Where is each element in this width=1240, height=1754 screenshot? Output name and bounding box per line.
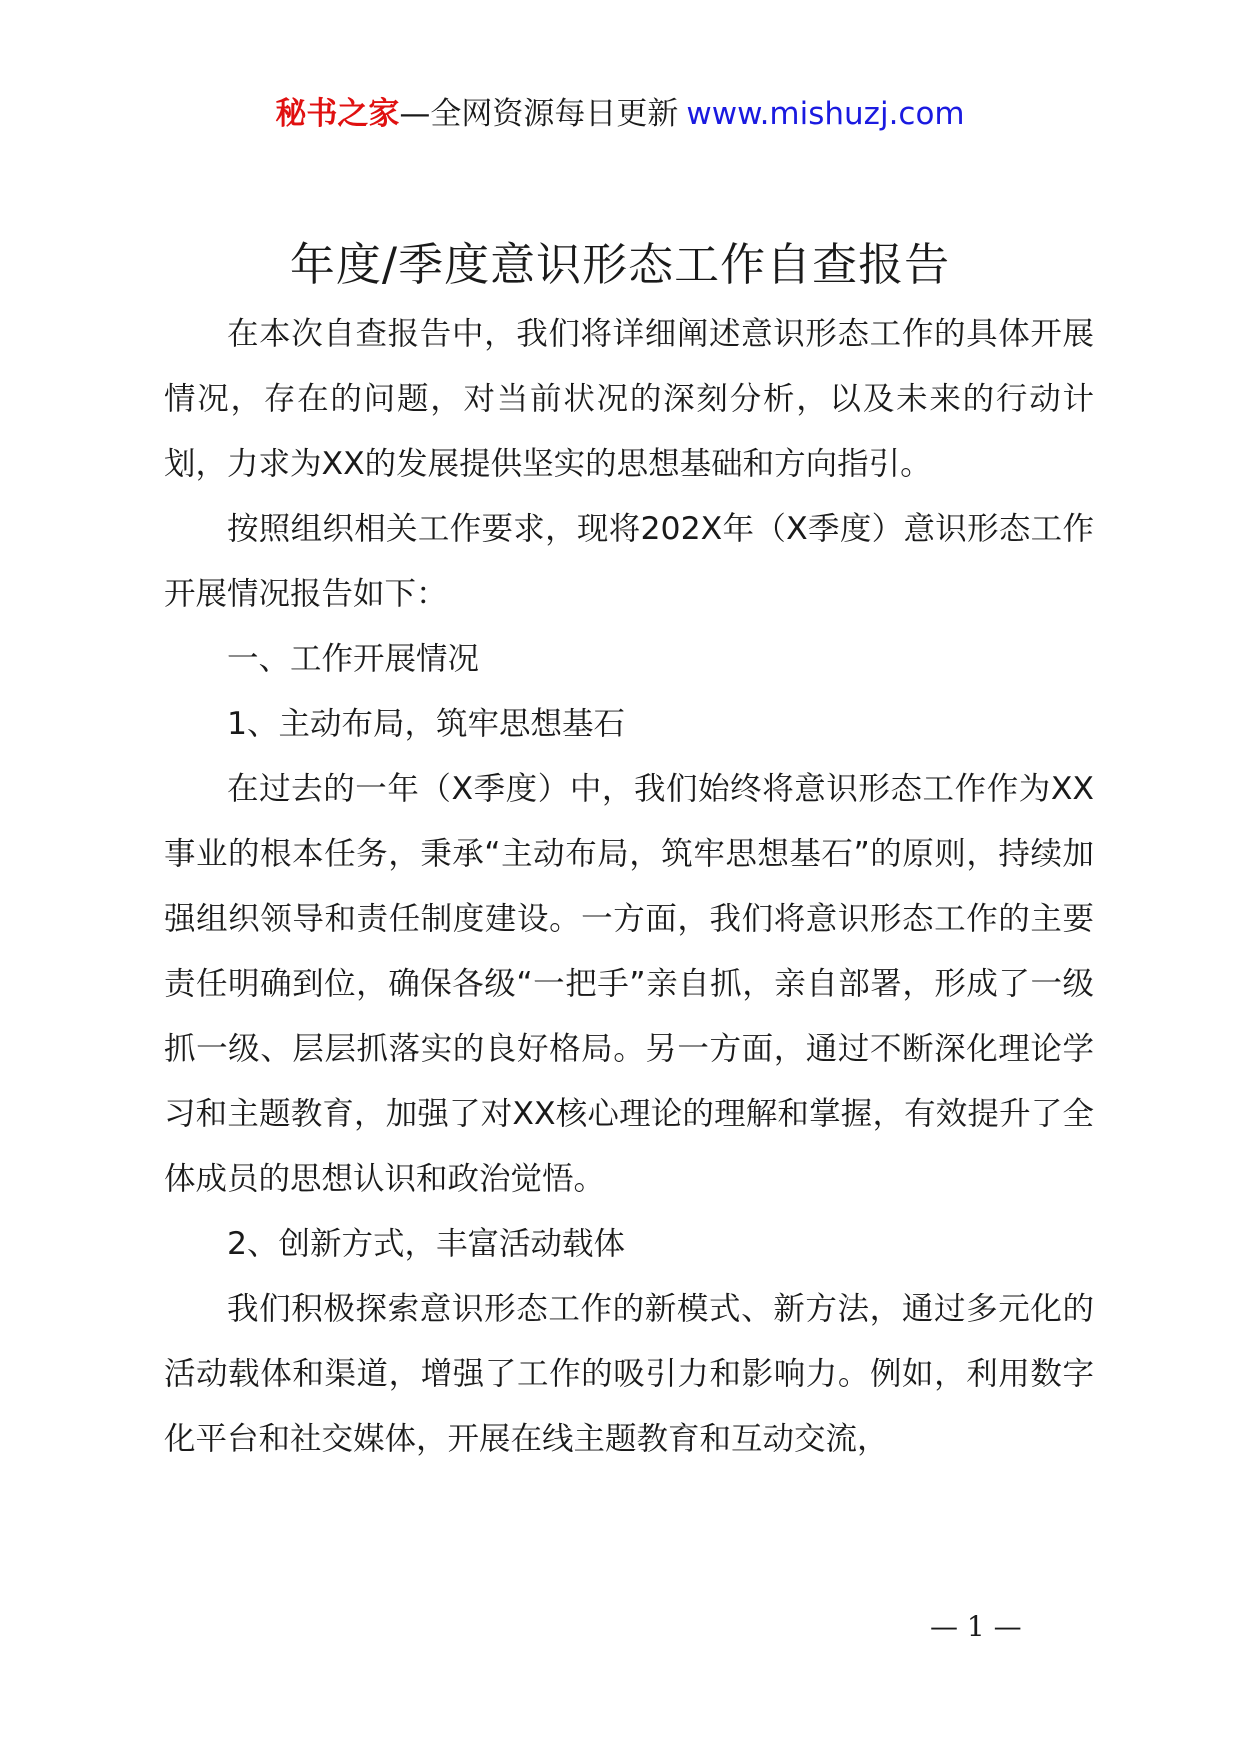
subsection-heading: 2、创新方式，丰富活动载体 <box>227 1226 626 1262</box>
brand-name: 秘书之家 <box>275 96 400 132</box>
body-paragraph: 我们积极探索意识形态工作的新模式、新方法，通过多元化的活动载体和渠道，增强了工作的吸引力和影响力。例如，利用数字化平台和社交媒体，开展在线主题教育和互动交流， <box>164 1291 1094 1457</box>
body-paragraph: 在过去的一年（X季度）中，我们始终将意识形态工作作为XX事业的根本任务，秉承“主动布局，筑牢思想基石”的原则，持续加强组织领导和责任制度建设。一方面，我们将意识形态工作的主要责任明确到位，确保各级“一把手”亲自抓，亲自部署，形成了一级抓一级、层层抓落实的良好格局。另一方面，通过不断深化理论学习和主题教育，加强了对XX核心理论的理解和掌握，有效提升了全体成员的思想认识和政治觉悟。 <box>164 771 1094 1197</box>
site-url-link[interactable]: www.mishuzj.com <box>686 96 965 132</box>
section-heading: 一、工作开展情况 <box>227 641 480 677</box>
document-title: 年度/季度意识形态工作自查报告 <box>289 238 951 291</box>
subsection-heading: 1、主动布局，筑牢思想基石 <box>227 706 626 742</box>
report-preface-paragraph: 按照组织相关工作要求，现将202X年（X季度）意识形态工作开展情况报告如下： <box>164 511 1094 612</box>
header-tagline: —全网资源每日更新 <box>399 96 679 132</box>
page-number: — 1 — <box>930 1610 1022 1643</box>
intro-paragraph: 在本次自查报告中，我们将详细阐述意识形态工作的具体开展情况，存在的问题，对当前状况的深刻分析，以及未来的行动计划，力求为XX的发展提供坚实的思想基础和方向指引。 <box>164 316 1094 482</box>
site-header <box>0 94 1240 134</box>
document-body <box>164 302 1094 1472</box>
